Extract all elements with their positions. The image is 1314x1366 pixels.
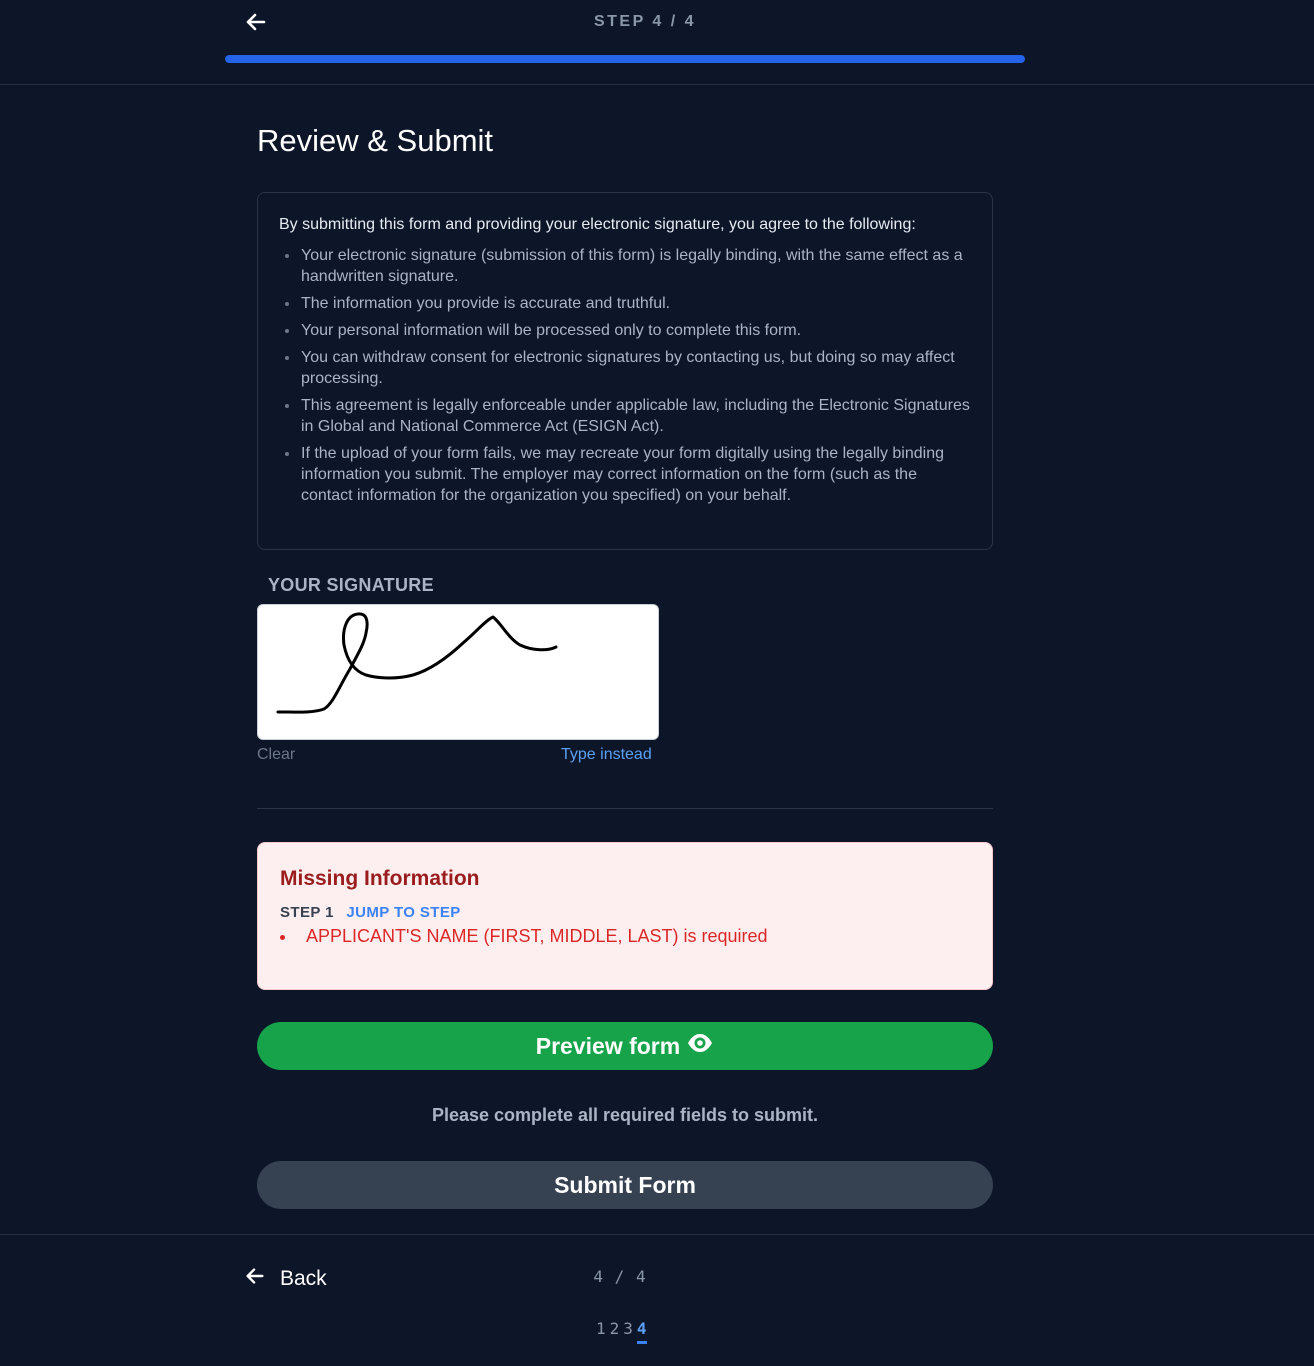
- page-count: 4 / 4: [593, 1267, 647, 1286]
- page-link-2[interactable]: 2: [609, 1319, 620, 1338]
- consent-list: [279, 245, 971, 506]
- progress-fill: [225, 55, 1025, 63]
- consent-item: You can withdraw consent for electronic signatures by contacting us, but doing so may affect processing.: [279, 347, 971, 389]
- footer: [0, 1234, 1314, 1366]
- page-title: Review & Submit: [257, 123, 494, 158]
- consent-item: Your electronic signature (submission of this form) is legally binding, with the same effect as a handwritten signature.: [279, 245, 971, 287]
- missing-item: APPLICANT'S NAME (FIRST, MIDDLE, LAST) is required: [280, 926, 970, 947]
- consent-box: [257, 192, 993, 550]
- complete-fields-message: Please complete all required fields to submit.: [431, 1105, 819, 1125]
- preview-form-button[interactable]: [257, 1022, 993, 1070]
- missing-step-row: [280, 904, 970, 921]
- signature-stroke: [278, 614, 556, 712]
- preview-form-label: Preview form: [535, 1032, 681, 1059]
- progress-bar: [225, 55, 1025, 63]
- top-bar: [0, 0, 1314, 85]
- signature-label: YOUR SIGNATURE: [268, 575, 434, 595]
- consent-item: Your personal information will be processed only to complete this form.: [279, 320, 971, 341]
- consent-intro: By submitting this form and providing your electronic signature, you agree to the following:: [279, 216, 916, 233]
- missing-step-label: STEP 1: [280, 904, 334, 921]
- type-instead-link[interactable]: Type instead: [561, 746, 652, 763]
- divider: [257, 808, 993, 809]
- jump-to-step-link[interactable]: JUMP TO STEP: [346, 904, 461, 921]
- missing-info-title: Missing Information: [280, 867, 480, 890]
- consent-item: The information you provide is accurate and truthful.: [279, 293, 971, 314]
- eye-icon: [686, 1029, 714, 1063]
- submit-form-button[interactable]: Submit Form: [257, 1161, 993, 1209]
- page-link-3[interactable]: 3: [623, 1319, 633, 1338]
- signature-pad[interactable]: [257, 604, 659, 740]
- clear-signature-button[interactable]: Clear: [257, 746, 296, 763]
- missing-information-alert: [257, 842, 993, 990]
- pager: [596, 1319, 647, 1344]
- consent-item: This agreement is legally enforceable under applicable law, including the Electronic Signatures in Global and National Commerce Act (ESIGN Act).: [279, 395, 971, 437]
- step-indicator: STEP 4 / 4: [593, 13, 697, 30]
- footer-back-label: Back: [280, 1267, 327, 1290]
- consent-item: If the upload of your form fails, we may recreate your form digitally using the legally binding information you submit. The employer may correct information on the form (such as the contact information for the organization you specified) on your behalf.: [279, 443, 971, 506]
- page-link-4[interactable]: 4: [637, 1319, 647, 1344]
- page-link-1[interactable]: 1: [596, 1319, 606, 1338]
